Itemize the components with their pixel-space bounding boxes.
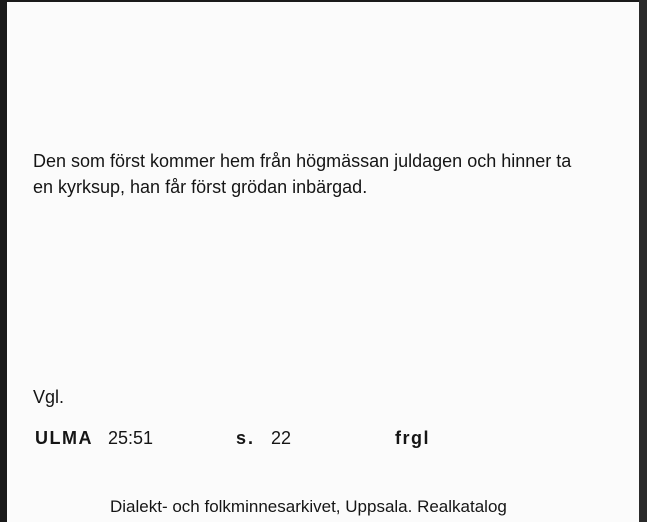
card-top-edge (0, 0, 647, 2)
card-left-edge (0, 0, 7, 522)
reference-row (35, 427, 535, 451)
card-text: Den som först kommer hem från högmässan juldagen och hinner ta en kyrksup, han får först grödan inbärgad. (33, 151, 572, 197)
topic-code: frgl (395, 428, 430, 448)
archive-code: ULMA (35, 428, 93, 448)
record-number: 25:51 (108, 428, 154, 448)
page-number: 22 (271, 428, 292, 448)
card-footer: Dialekt- och folkminnesarkivet, Uppsala. Realkatalog (110, 497, 507, 516)
page-label: s. (236, 428, 256, 448)
see-also-label: Vgl. (33, 387, 65, 407)
card-right-edge (639, 0, 647, 522)
